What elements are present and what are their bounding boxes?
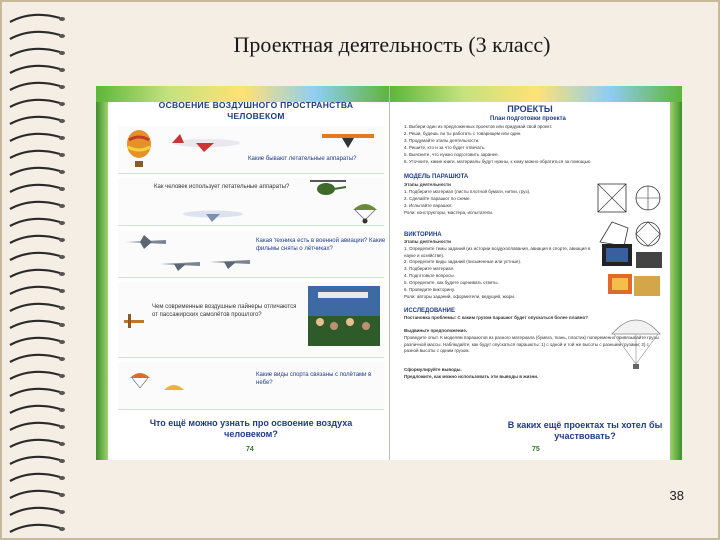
section-line: 1. Определите темы заданий (из истории воздухоплавания, авиация в спорте, авиация в науке и хозяйстве). — [404, 246, 591, 258]
binding-ring — [10, 185, 60, 192]
binding-ring — [10, 457, 60, 464]
quiz-media-photo — [598, 236, 668, 306]
spiral-binding — [2, 2, 72, 540]
binding-ring — [10, 474, 60, 481]
section-line: Проведите опыт. К моделям парашютов из разного материала (бумага, ткань, пластик) попеременно привязывайте грузы различной массы. Наблюдайте, как будут опускаться парашюты: 1) с одной и той же высоты с разными грузами; 2) с разной высоты с одним грузом. — [404, 335, 659, 353]
plan-item: 5. Выясните, что нужно подготовить заранее. — [404, 152, 499, 157]
right-bottom-question: В каких ещё проектах ты хотел бы участвовать? — [507, 420, 663, 441]
airliner-icon — [178, 204, 248, 224]
left-page-heading: ОСВОЕНИЕ ВОЗДУШНОГО ПРОСТРАНСТВА ЧЕЛОВЕКОМ — [158, 100, 354, 121]
binding-hole — [59, 425, 65, 429]
binding-hole — [59, 408, 65, 412]
binding-hole — [59, 459, 65, 463]
section-subtitle: Этапы деятельности — [404, 239, 451, 244]
section-subtitle: Этапы деятельности — [404, 182, 451, 187]
plan-title: План подготовки проекта — [490, 116, 566, 122]
binding-ring — [10, 406, 60, 413]
left-bottom-question: Что ещё можно узнать про освоение воздуха человеком? — [149, 418, 353, 439]
binding-ring — [10, 423, 60, 430]
glider-icon — [318, 130, 378, 152]
binding-ring — [10, 304, 60, 311]
binding-hole — [59, 170, 65, 174]
binding-ring — [10, 321, 60, 328]
binding-hole — [59, 442, 65, 446]
section-roles: Роли: конструкторы, мастера, испытатели. — [404, 210, 494, 215]
right-page-green-stripe — [670, 86, 682, 460]
section-subtitle: Постановка проблемы: С каким грузом парашют будет опускаться более плавно? — [404, 315, 588, 320]
binding-ring — [10, 168, 60, 175]
section-title-parachute: МОДЕЛЬ ПАРАШЮТА — [404, 174, 469, 180]
left-page-green-stripe — [96, 86, 108, 460]
binding-hole — [59, 527, 65, 531]
binding-hole — [59, 374, 65, 378]
binding-ring — [10, 15, 60, 22]
row-question: Как человек использует летательные аппараты? — [154, 184, 290, 190]
fighter-jet-icon — [124, 234, 168, 250]
binding-hole — [59, 102, 65, 106]
binding-ring — [10, 66, 60, 73]
binding-ring — [10, 491, 60, 498]
binding-ring — [10, 440, 60, 447]
binding-hole — [59, 204, 65, 208]
section-line: 2. Сделайте парашют по схеме. — [404, 196, 471, 201]
row-modern-airliners — [118, 282, 384, 358]
airport-crowd-photo — [308, 286, 380, 346]
parachutist-icon — [350, 200, 380, 224]
row-aircraft-use — [118, 178, 384, 226]
binding-hole — [59, 34, 65, 38]
binding-hole — [59, 255, 65, 259]
passenger-plane-icon — [166, 132, 246, 154]
binding-hole — [59, 51, 65, 55]
hot-air-balloon-icon — [124, 130, 154, 170]
plan-item: 6. Уточните, какие книги, материалы будут нужны, к кому можно обратиться за помощью. — [404, 159, 592, 164]
section-title-research: ИССЛЕДОВАНИЕ — [404, 308, 455, 314]
row-question: Какие виды спорта связаны с полётами в небе? — [256, 372, 372, 386]
right-page-heading: ПРОЕКТЫ — [507, 104, 553, 114]
binding-hole — [59, 323, 65, 327]
binding-ring — [10, 372, 60, 379]
binding-hole — [59, 119, 65, 123]
section-line: 2. Определите виды заданий (письменные или устные). — [404, 259, 522, 264]
binding-ring — [10, 49, 60, 56]
binding-ring — [10, 100, 60, 107]
binding-hole — [59, 289, 65, 293]
binding-ring — [10, 355, 60, 362]
right-page-rainbow — [390, 86, 682, 102]
binding-hole — [59, 136, 65, 140]
plan-item: 2. Реши, будешь ли ты работать с товарищем или один. — [404, 131, 522, 136]
row-air-sports — [118, 362, 384, 410]
binding-ring — [10, 32, 60, 39]
row-question: Чем современные воздушные лайнеры отличаются от пассажирских самолётов прошлого? — [152, 304, 297, 318]
slide-number: 38 — [669, 488, 684, 503]
binding-hole — [59, 493, 65, 497]
binding-hole — [59, 476, 65, 480]
binding-hole — [59, 272, 65, 276]
binding-hole — [59, 85, 65, 89]
parachute-model-drawing — [606, 312, 666, 372]
binding-ring — [10, 83, 60, 90]
binding-hole — [59, 68, 65, 72]
slide-title: Проектная деятельность (3 класс) — [233, 32, 551, 57]
row-military-aviation — [118, 230, 384, 278]
section-line: 5. Определите, как будете оценивать ответы. — [404, 280, 499, 285]
section-line: 3. Испытайте парашют. — [404, 203, 453, 208]
binding-ring — [10, 525, 60, 532]
textbook-spread — [96, 86, 682, 460]
binding-hole — [59, 510, 65, 514]
plan-item: 3. Продумайте этапы деятельности. — [404, 138, 480, 143]
parachutes-icon — [128, 368, 188, 404]
binding-hole — [59, 221, 65, 225]
binding-ring — [10, 270, 60, 277]
row-question: Какая техника есть в военной авиации? Какие фильмы сняты о лётчиках? — [256, 238, 386, 252]
binding-ring — [10, 151, 60, 158]
binding-hole — [59, 391, 65, 395]
section-line: 4. Подготовьте вопросы. — [404, 273, 455, 278]
fighter-jet-icon — [158, 256, 202, 272]
binding-hole — [59, 187, 65, 191]
section-line: 3. Подберите материал. — [404, 266, 455, 271]
binding-ring — [10, 338, 60, 345]
right-page — [390, 86, 682, 460]
section-line: Предложите, как можно использовать эти выводы в жизни. — [404, 374, 539, 379]
binding-hole — [59, 17, 65, 21]
fighter-jet-icon — [208, 254, 252, 270]
binding-ring — [10, 202, 60, 209]
vintage-plane-icon — [122, 312, 146, 330]
binding-ring — [10, 253, 60, 260]
binding-ring — [10, 236, 60, 243]
helicopter-icon — [308, 178, 348, 198]
section-line: Выдвиньте предположение. — [404, 328, 468, 333]
plan-item: 1. Выбери один из предложенных проектов или придумай свой проект. — [404, 124, 553, 129]
section-line: 6. Проведите викторину. — [404, 287, 455, 292]
section-line: 1. Подберите материал (листы плотной бумаги, нитки, груз). — [404, 189, 531, 194]
binding-ring — [10, 287, 60, 294]
left-page — [96, 86, 390, 460]
binding-hole — [59, 357, 65, 361]
binding-ring — [10, 219, 60, 226]
binding-ring — [10, 134, 60, 141]
right-page-number: 75 — [532, 446, 540, 453]
section-title-quiz: ВИКТОРИНА — [404, 232, 442, 238]
binding-ring — [10, 117, 60, 124]
section-line: Сформулируйте выводы. — [404, 367, 462, 372]
row-question: Какие бывают летательные аппараты? — [248, 156, 357, 162]
binding-ring — [10, 508, 60, 515]
binding-hole — [59, 340, 65, 344]
binding-hole — [59, 153, 65, 157]
binding-ring — [10, 389, 60, 396]
plan-item: 4. Решите, кто и за что будет отвечать. — [404, 145, 486, 150]
row-aircraft-types — [118, 126, 384, 174]
section-roles: Роли: авторы заданий, оформители, ведущий, жюри. — [404, 294, 516, 299]
binding-hole — [59, 238, 65, 242]
binding-hole — [59, 306, 65, 310]
left-page-number: 74 — [246, 446, 254, 453]
